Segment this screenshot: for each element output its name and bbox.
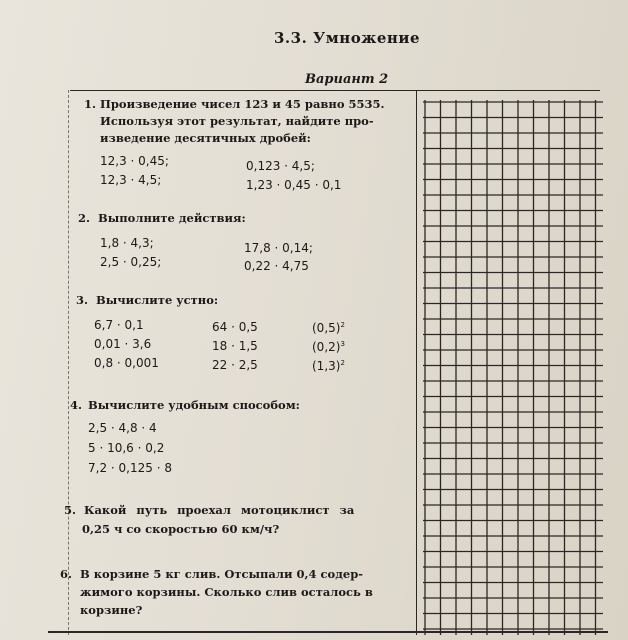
task-6-text-line-1: В корзине 5 кг слив. Отсыпали 0,4 содер- — [80, 567, 364, 581]
task-5-text-line-1: Какой путь проехал мотоциклист за — [84, 503, 355, 517]
task-3-expr-5: 18 · 1,5 — [212, 339, 258, 353]
task-1-text-line-2: Используя этот результат, найдите про- — [100, 114, 374, 128]
task-3-expr-2: 64 · 0,5 — [212, 320, 258, 334]
task-1-expr-2: 0,123 · 4,5; — [246, 159, 315, 173]
task-1-expr-4: 1,23 · 0,45 · 0,1 — [246, 178, 342, 192]
task-2-number: 2. — [78, 211, 91, 225]
task-3-number: 3. — [76, 293, 89, 307]
task-2-expr-4: 0,22 · 4,75 — [244, 259, 309, 273]
task-4-expr-3: 7,2 · 0,125 · 8 — [88, 461, 172, 475]
task-4-expr-1: 2,5 · 4,8 · 4 — [88, 421, 157, 435]
task-4-number: 4. — [70, 398, 83, 412]
task-2-expr-2: 17,8 · 0,14; — [244, 241, 313, 255]
task-1-number: 1. — [84, 97, 97, 111]
left-margin-line — [68, 90, 69, 635]
task-5-number: 5. — [64, 503, 77, 517]
task-3-expr-9: $(1,3)^2$ — [312, 359, 345, 373]
task-3-expr-8: 22 · 2,5 — [212, 358, 258, 372]
section-heading: 3.3. Умножение — [274, 29, 421, 47]
task-3-text-line-1: Вычислите устно: — [96, 293, 219, 307]
task-1-expr-1: 12,3 · 0,45; — [100, 154, 169, 168]
task-1-text-line-1: Произведение чисел 123 и 45 равно 5535. — [100, 97, 385, 111]
task-2-text-line-1: Выполните действия: — [98, 211, 246, 225]
task-3-power-3: 2 — [340, 359, 345, 367]
task-3-expr-7: 0,8 · 0,001 — [94, 356, 159, 370]
task-3-power-1: 2 — [340, 321, 345, 329]
task-4-text-line-1: Вычислите удобным способом: — [88, 398, 300, 412]
task-2-expr-1: 1,8 · 4,3; — [100, 236, 154, 250]
task-3-expr-1: 6,7 · 0,1 — [94, 318, 144, 332]
task-3-expr-3: $(0,5)^2$ — [312, 321, 345, 335]
task-3-power-2: 3 — [340, 340, 345, 348]
task-1-text-line-3: изведение десятичных дробей: — [100, 131, 311, 145]
variant-title: Вариант 2 — [305, 72, 389, 87]
column-divider — [416, 90, 417, 635]
task-3-expr-4: 0,01 · 3,6 — [94, 337, 152, 351]
task-1-expr-3: 12,3 · 4,5; — [100, 173, 162, 187]
task-2-expr-3: 2,5 · 0,25; — [100, 255, 162, 269]
bottom-rule — [48, 631, 608, 633]
task-5-text-line-2: 0,25 ч со скоростью 60 км/ч? — [82, 522, 280, 536]
task-6-text-line-3: корзине? — [80, 603, 143, 617]
task-6-text-line-2: жимого корзины. Сколько слив осталось в — [80, 585, 373, 599]
task-4-expr-2: 5 · 10,6 · 0,2 — [88, 441, 165, 455]
top-rule — [70, 90, 600, 91]
answer-grid — [423, 100, 603, 635]
task-6-number: 6. — [60, 567, 73, 581]
task-3-expr-6: $(0,2)^3$ — [312, 340, 345, 354]
